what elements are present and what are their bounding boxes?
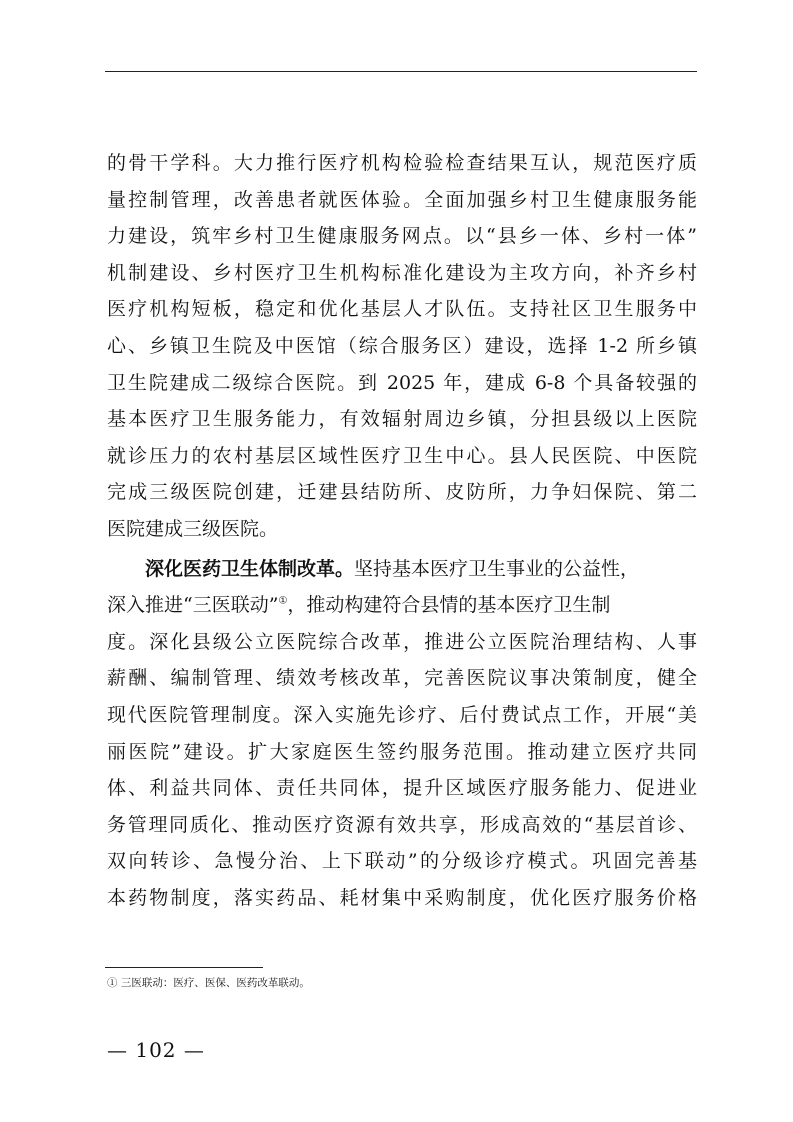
text-line: 现代医院管理制度。深入实施先诊疗、后付费试点工作，开展“美 bbox=[107, 703, 697, 726]
text-line: 丽医院”建设。扩大家庭医生签约服务范围。推动建立医疗共同 bbox=[107, 740, 697, 763]
footnote-reference[interactable]: ① bbox=[278, 595, 288, 607]
text-line: 基本医疗卫生服务能力，有效辐射周边乡镇，分担县级以上医院 bbox=[107, 408, 697, 431]
text-line: 力建设，筑牢乡村卫生健康服务网点。以“县乡一体、乡村一体” bbox=[107, 225, 697, 248]
footnote: ① 三医联动：医疗、医保、医药改革联动。 bbox=[107, 977, 310, 989]
body-text bbox=[107, 145, 697, 916]
text-line: 就诊压力的农村基层区域性医疗卫生中心。县人民医院、中医院 bbox=[107, 444, 697, 467]
text-line: 薪酬、编制管理、绩效考核改革，完善医院议事决策制度，健全 bbox=[107, 667, 697, 690]
text-line: 量控制管理，改善患者就医体验。全面加强乡村卫生健康服务能 bbox=[107, 188, 697, 211]
text-run: 深入推进“三医联动” bbox=[107, 594, 279, 617]
text-line: 机制建设、乡村医疗卫生机构标准化建设为主攻方向，补齐乡村 bbox=[107, 261, 697, 284]
text-line: 医院建成三级医院。 bbox=[107, 517, 279, 540]
text-run: 坚持基本医疗卫生事业的公益性， bbox=[354, 557, 640, 580]
page-number: — 102 — bbox=[107, 1038, 205, 1062]
text-line: 完成三级医院创建，迁建县结防所、皮防所，力争妇保院、第二 bbox=[107, 481, 697, 504]
text-line: 心、乡镇卫生院及中医馆（综合服务区）建设，选择 1-2 所乡镇 bbox=[107, 334, 697, 357]
text-line: 务管理同质化、推动医疗资源有效共享，形成高效的“基层首诊、 bbox=[107, 813, 697, 836]
text-line: 医疗机构短板，稳定和优化基层人才队伍。支持社区卫生服务中 bbox=[107, 298, 697, 321]
text-line: 双向转诊、急慢分治、上下联动”的分级诊疗模式。巩固完善基 bbox=[107, 850, 697, 873]
text-line: 度。深化县级公立医院综合改革，推进公立医院治理结构、人事 bbox=[107, 630, 697, 653]
section-heading: 深化医药卫生体制改革。 bbox=[145, 557, 355, 580]
footnote-rule bbox=[105, 967, 263, 968]
paragraph-first-line bbox=[107, 551, 697, 588]
text-line-with-footnote-ref bbox=[107, 587, 697, 624]
text-line: 的骨干学科。大力推行医疗机构检验检查结果互认，规范医疗质 bbox=[107, 152, 697, 174]
header-rule bbox=[105, 71, 697, 72]
text-line: 卫生院建成二级综合医院。到 2025 年，建成 6-8 个具备较强的 bbox=[107, 371, 697, 394]
text-run: ，推动构建符合县情的基本医疗卫生制 bbox=[287, 594, 611, 617]
text-line: 本药物制度，落实药品、耗材集中采购制度，优化医疗服务价格 bbox=[107, 886, 697, 909]
text-line: 体、利益共同体、责任共同体，提升区域医疗服务能力、促进业 bbox=[107, 777, 697, 800]
